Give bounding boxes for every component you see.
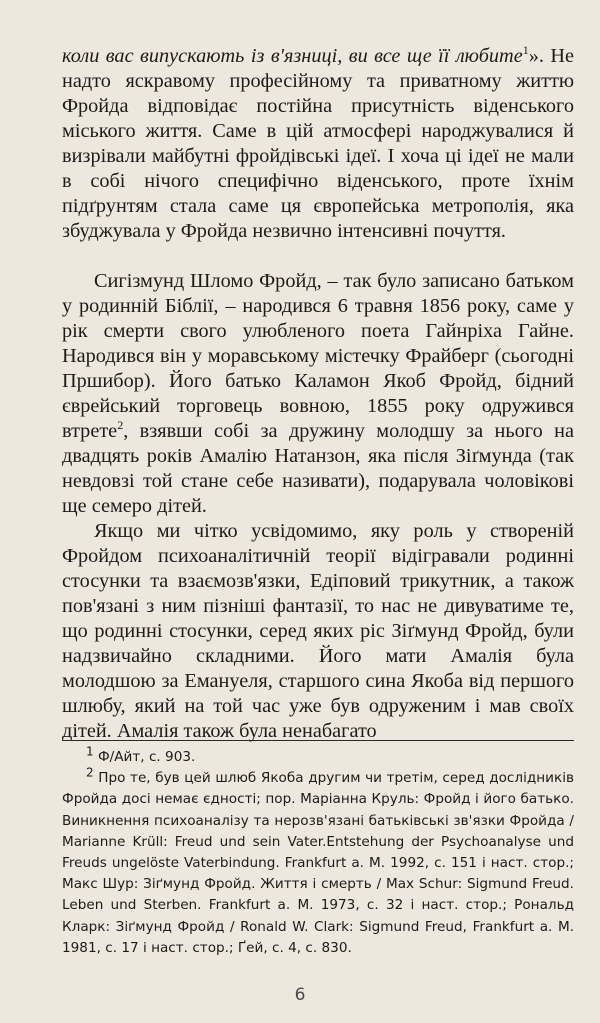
paragraph-1 [62,44,574,244]
main-text [62,44,574,744]
footnote-1 [62,744,574,768]
footnote-text: Ф/Айт, с. 903. [97,749,196,765]
footnote-number: 2 [86,765,94,780]
paragraph-1-text: ». Не надто яскравому професійному та приватному життю Фройда відповідає постійна присутність віденського міського життя. Саме в цій атмосфері народжувалися й визрівали майбутні фройдівські ідеї. І хоча ці ідеї не мали в собі нічого специфічно віденського, проте їхнім підґрунтям стала саме ця європейська метрополія, яка збуджувала у Фройда незвично інтенсивні почуття. [62,45,574,242]
paragraph-2-text-b: , взявши собі за дружину молодшу за нього на двадцять років Амалію Натанзон, яка після Зіґмунда (так невдовзі той стане себе називати), подарувала чоловікові ще семеро дітей. [62,420,574,517]
quote-italic: коли вас випускають із в'язниці, ви все ще її любите [62,45,523,67]
footnotes [62,744,574,959]
footnote-text: Про те, був цей шлюб Якоба другим чи третім, серед дослідників Фройда досі немає єдності; пор. Маріанна Круль: Фройд і його батько. Виникнення психоаналізу та нерозв'язані батьківські зв'язки Фройда / Marianne Krüll: Freud und sein Vater.Entstehung der Psychoanalyse und Freuds ungelöste Vaterbindung. Frankfurt a. M. 1992, с. 151 і наст. стор.; Макс Шур: Зіґмунд Фройд. Життя і смерть / Max Schur: Sigmund Freud. Leben und Sterben. Frankfurt a. M. 1973, с. 32 і наст. стор.; Рональд Кларк: Зіґмунд Фройд / Ronald W. Clark: Sigmund Freud, Frankfurt a. M. 1981, с. 17 і наст. стор.; Ґей, с. 4, с. 830. [62,770,574,956]
footnote-number: 1 [86,744,94,759]
footnote-ref-1: 1 [522,43,529,58]
paragraph-2-text-a: Сигізмунд Шломо Фройд, – так було записано батьком у родинній Біблії, – народився 6 травня 1856 року, саме у рік смерти свого улюбленого поета Гайнріха Гайне. Народився він у моравському містечку Фрайберг (сьогодні Пршибор). Його батько Каламон Якоб Фройд, бідний єврейський торговець вовною, 1855 року одружився втрете [62,270,574,442]
footnote-divider [62,740,574,741]
paragraph-3: Якщо ми чітко усвідомимо, яку роль у створеній Фройдом психоаналітичній теорії відігравали родинні стосунки та взаємозв'язки, Едіповий трикутник, а також пов'язані з ним пізніші фантазії, то нас не дивуватиме те, що родинні стосунки, серед яких ріс Зіґмунд Фройд, були надзвичайно складними. Його мати Амалія була молодшою за Емануеля, старшого сина Якоба від першого шлюбу, який на той час уже був одруженим і мав своїх дітей. Амалія також була ненабагато [62,520,574,742]
footnote-ref-2: 2 [117,418,124,433]
footnote-2 [62,765,574,959]
paragraph-2 [62,269,574,519]
page-number: 6 [294,985,306,1005]
